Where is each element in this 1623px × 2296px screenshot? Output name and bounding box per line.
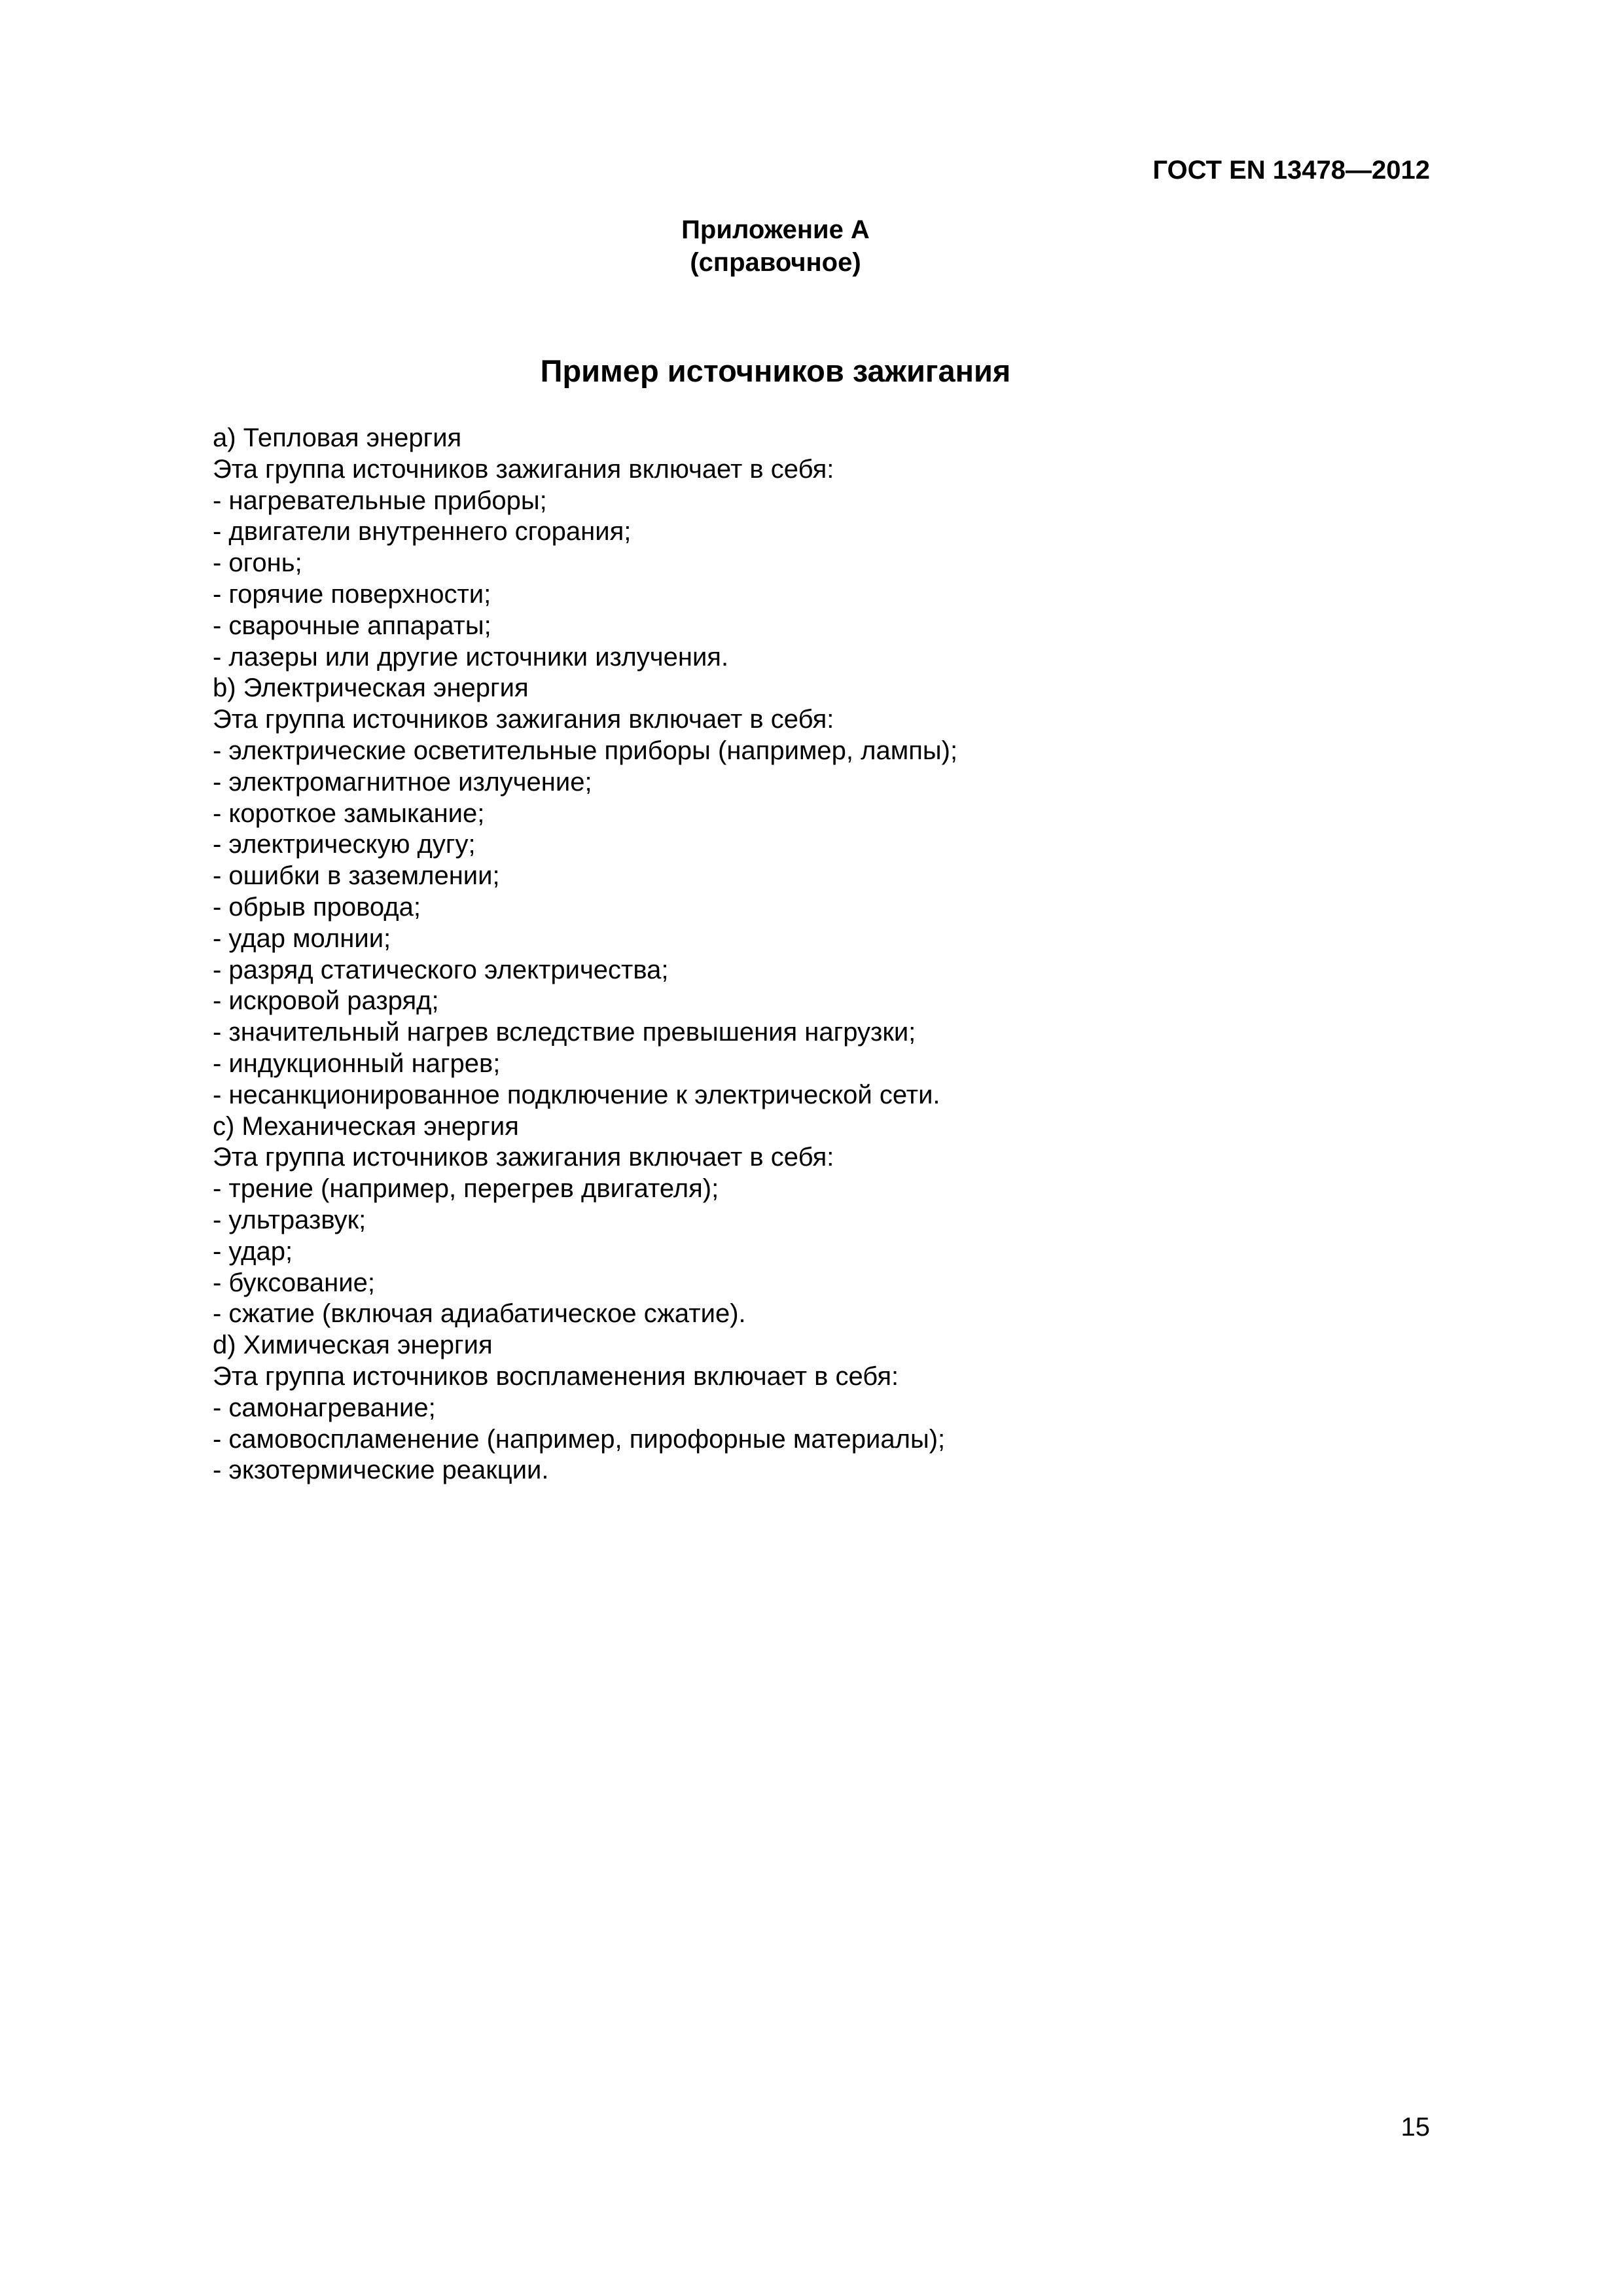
list-item: - электромагнитное излучение;: [213, 767, 592, 797]
page-number: 15: [1400, 2113, 1430, 2142]
list-item: - искровой разряд;: [213, 986, 439, 1016]
list-item: - удар;: [213, 1236, 293, 1266]
document-code: ГОСТ EN 13478—2012: [1152, 156, 1430, 185]
section-heading: d) Химическая энергия: [213, 1331, 493, 1360]
list-item: - двигатели внутреннего сгорания;: [213, 517, 632, 547]
list-item: - ультразвук;: [213, 1205, 366, 1234]
section-intro: Эта группа источников зажигания включает в себя:: [213, 705, 834, 734]
list-item: - значительный нагрев вследствие превышения нагрузки;: [213, 1018, 916, 1047]
list-item: - короткое замыкание;: [213, 798, 485, 828]
list-item: - электрическую дугу;: [213, 830, 476, 859]
section-heading: b) Электрическая энергия: [213, 673, 529, 703]
list-item: - удар молнии;: [213, 924, 391, 953]
list-item: - сжатие (включая адиабатическое сжатие).: [213, 1299, 746, 1329]
section-heading: а) Тепловая энергия: [213, 423, 462, 452]
list-item: - ошибки в заземлении;: [213, 861, 500, 891]
list-item: - несанкционированное подключение к электрической сети.: [213, 1080, 940, 1109]
list-item: - сварочные аппараты;: [213, 611, 491, 640]
list-item: - обрыв провода;: [213, 892, 421, 922]
content-body: [213, 423, 1456, 1486]
list-item: - лазеры или другие источники излучения.: [213, 642, 729, 672]
list-item: - разряд статического электричества;: [213, 955, 669, 984]
list-item: - самовоспламенение (например, пирофорные материалы);: [213, 1424, 946, 1454]
section-thermal: [213, 423, 1456, 673]
list-item: - индукционный нагрев;: [213, 1049, 501, 1078]
section-chemical: [213, 1330, 1456, 1486]
section-intro: Эта группа источников воспламенения включает в себя:: [213, 1361, 899, 1391]
list-item: - нагревательные приборы;: [213, 486, 547, 515]
list-item: - экзотермические реакции.: [213, 1456, 549, 1485]
section-electrical: [213, 673, 1456, 1111]
list-item: - трение (например, перегрев двигателя);: [213, 1174, 719, 1204]
list-item: - электрические осветительные приборы (например, лампы);: [213, 736, 958, 765]
appendix-label: Приложение A: [681, 215, 870, 244]
section-intro: Эта группа источников зажигания включает в себя:: [213, 1143, 834, 1172]
section-intro: Эта группа источников зажигания включает в себя:: [213, 454, 834, 484]
appendix-heading: [0, 213, 1551, 279]
page-title: Пример источников зажигания: [540, 353, 1011, 388]
appendix-status: (справочное): [690, 248, 861, 277]
list-item: - горячие поверхности;: [213, 579, 491, 609]
section-mechanical: [213, 1111, 1456, 1331]
list-item: - огонь;: [213, 548, 302, 578]
list-item: - буксование;: [213, 1268, 375, 1297]
section-heading: с) Механическая энергия: [213, 1111, 519, 1141]
list-item: - самонагревание;: [213, 1393, 436, 1422]
